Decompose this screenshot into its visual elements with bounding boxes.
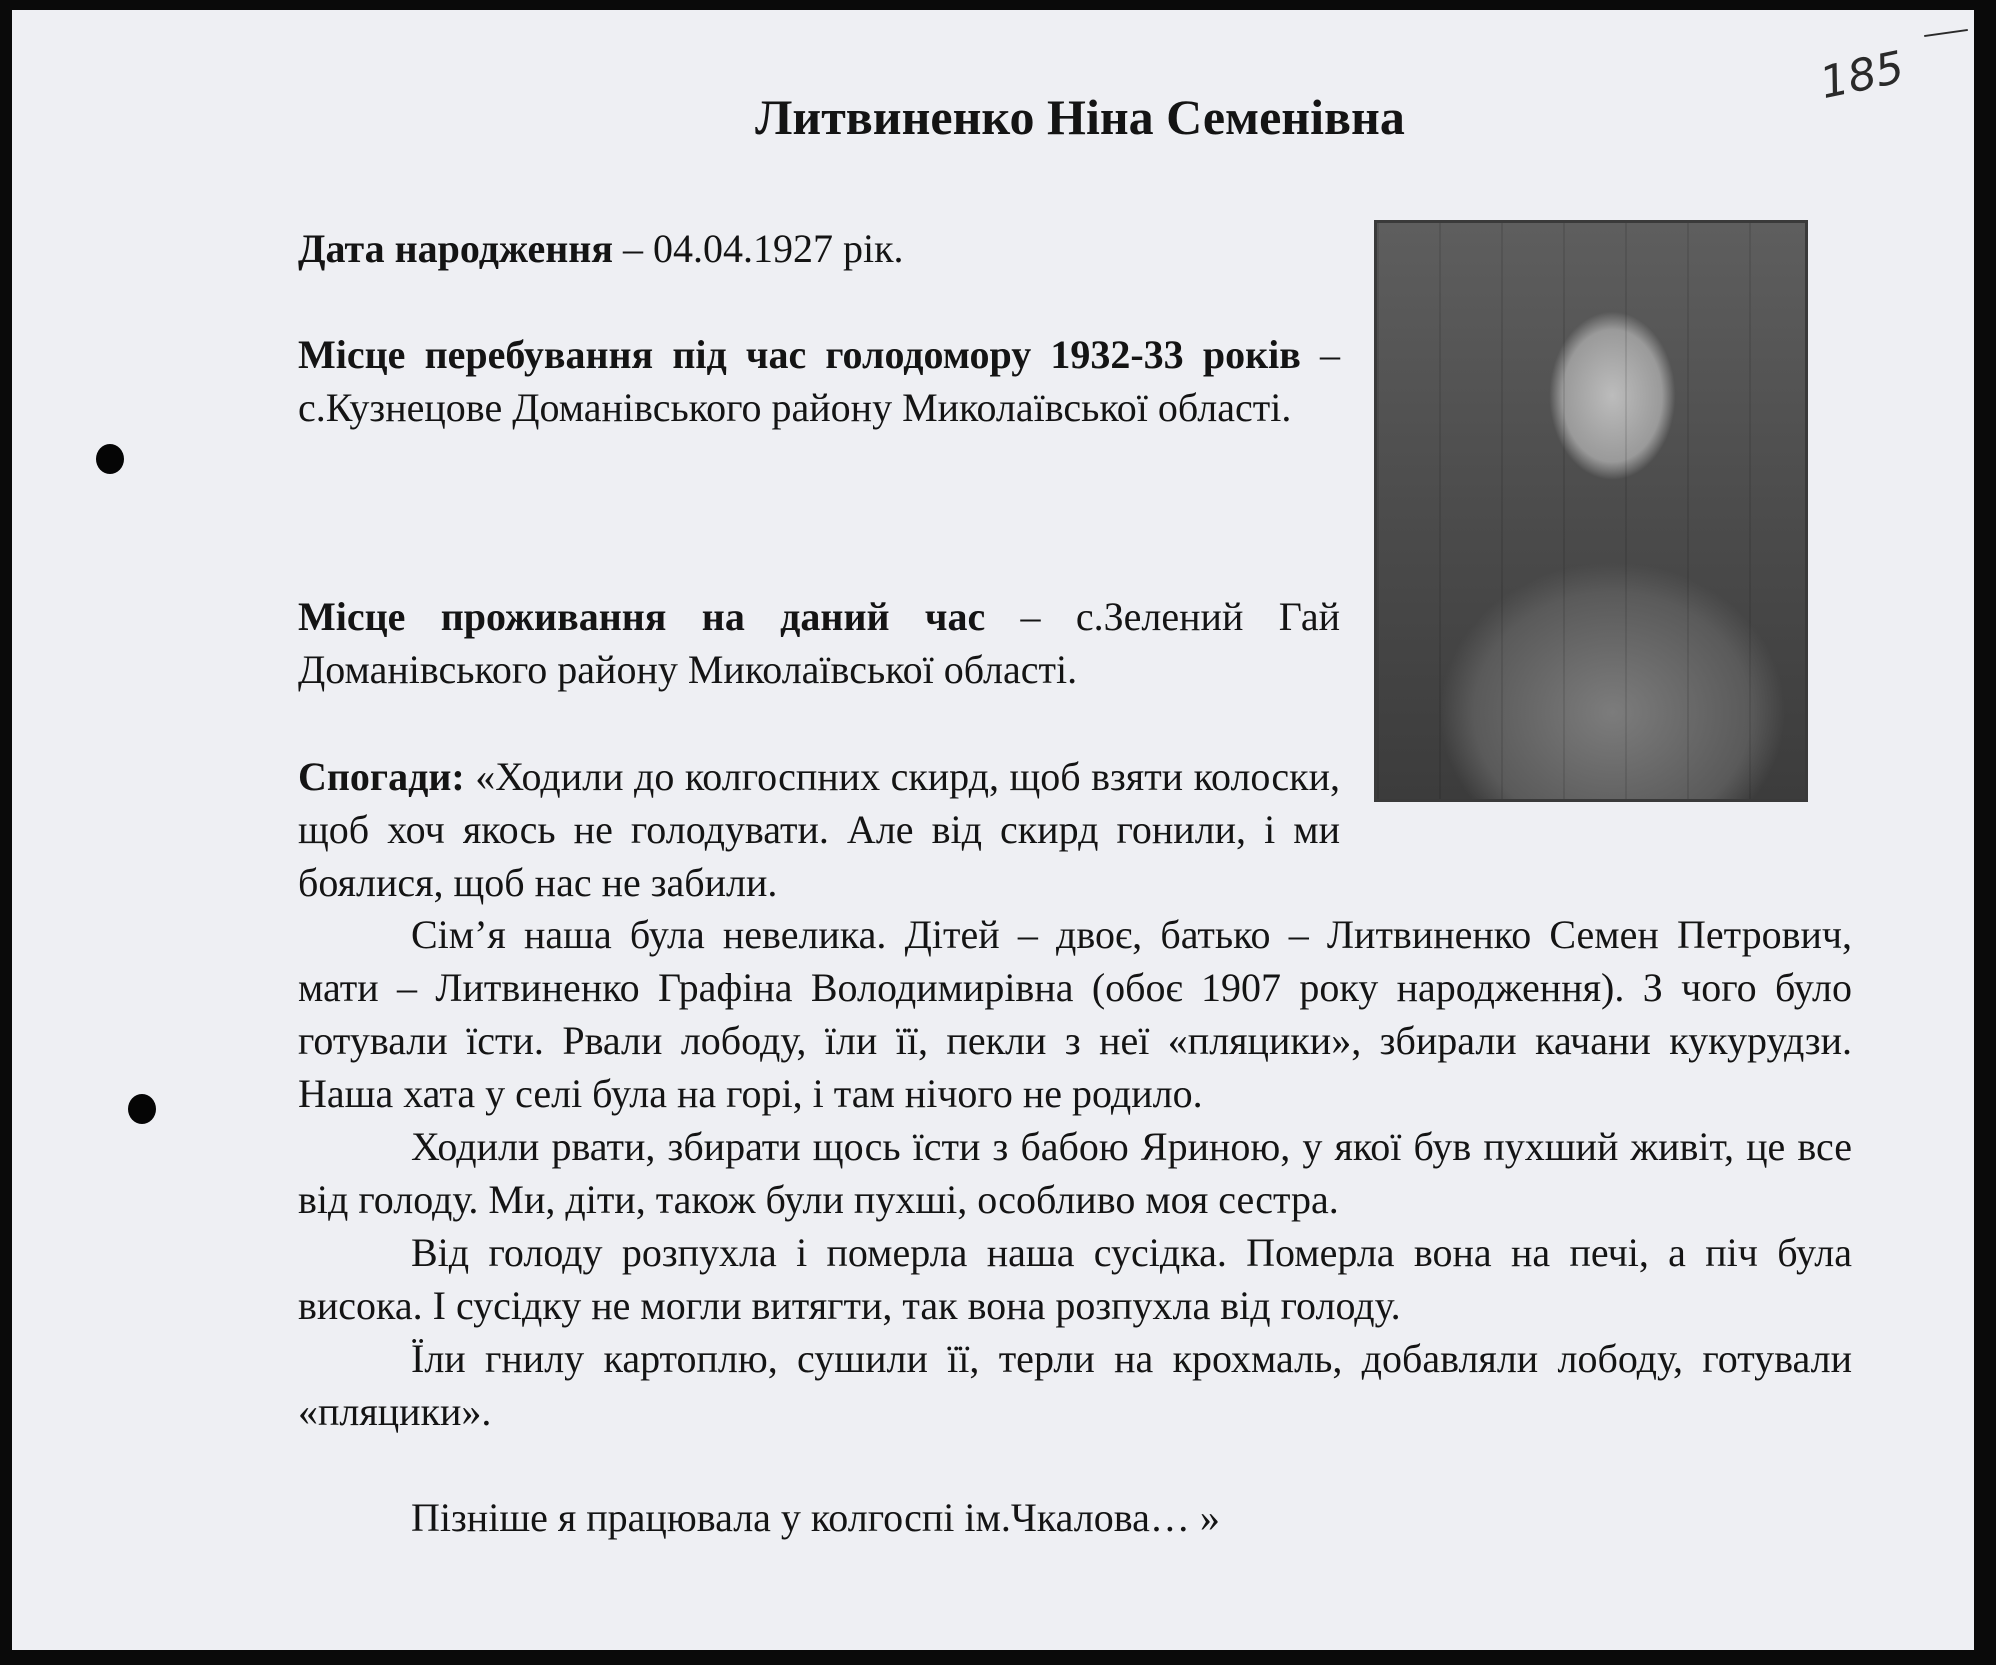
punch-hole [128,1094,156,1124]
memoir-intro [298,750,1340,909]
portrait-photo-icon [1374,220,1808,802]
memoir-paragraph: Їли гнилу картоплю, сушили її, терли на крохмаль, добавляли лободу, готували «пляцики». [298,1336,1852,1434]
memoir-paragraph: Від голоду розпухла і померла наша сусідка. Померла вона на печі, а піч була висока. І сусідку не могли витягти, так вона розпухла від голоду. [298,1230,1852,1328]
page-number-stroke [1924,29,1968,37]
birth-date-label: Дата народження [298,226,613,271]
birth-date-field [298,222,1340,275]
famine-location-field [298,328,1340,434]
famine-location-value: – с.Кузнецове Доманівського району Миколаївської області. [298,332,1340,430]
memoir-paragraph: Ходили рвати, збирати щось їсти з бабою Яриною, у якої був пухший живіт, це все від голоду. Ми, діти, також були пухші, особливо моя сестра. [298,1124,1852,1222]
document-page [12,10,1974,1650]
memoir-label: Спогади: [298,754,465,799]
memoir-body [298,908,1852,1544]
memoir-paragraph: Сім’я наша була невелика. Дітей – двоє, батько – Литвиненко Семен Петрович, мати – Литвиненко Графіна Володимирівна (обоє 1907 року народження). З чого було готували їсти. Рвали лободу, їли її, пекли з неї «пляцики», збирали качани кукурудзи. Наша хата у селі була на горі, і там нічого не родило. [298,912,1852,1116]
current-location-label: Місце проживання на даний час [298,594,986,639]
page-title: Литвиненко Ніна Семенівна [755,89,1405,145]
memoir-first-paragraph: «Ходили до колгоспних скирд, щоб взяти колоски, щоб хоч якось не голодувати. Але від скирд гонили, і ми боялися, щоб нас не забили. [298,754,1340,905]
birth-date-value: – 04.04.1927 рік. [612,226,904,271]
famine-location-label: Місце перебування під час голодомору 1932-33 років [298,332,1301,377]
punch-hole [96,444,124,474]
handwritten-page-number: 185 [1815,41,1909,110]
current-location-field [298,590,1340,696]
current-location-value: – с.Зелений Гай Доманівського району Миколаївської області. [298,594,1340,692]
memoir-paragraph: Пізніше я працювала у колгоспі ім.Чкалова… » [411,1495,1220,1540]
